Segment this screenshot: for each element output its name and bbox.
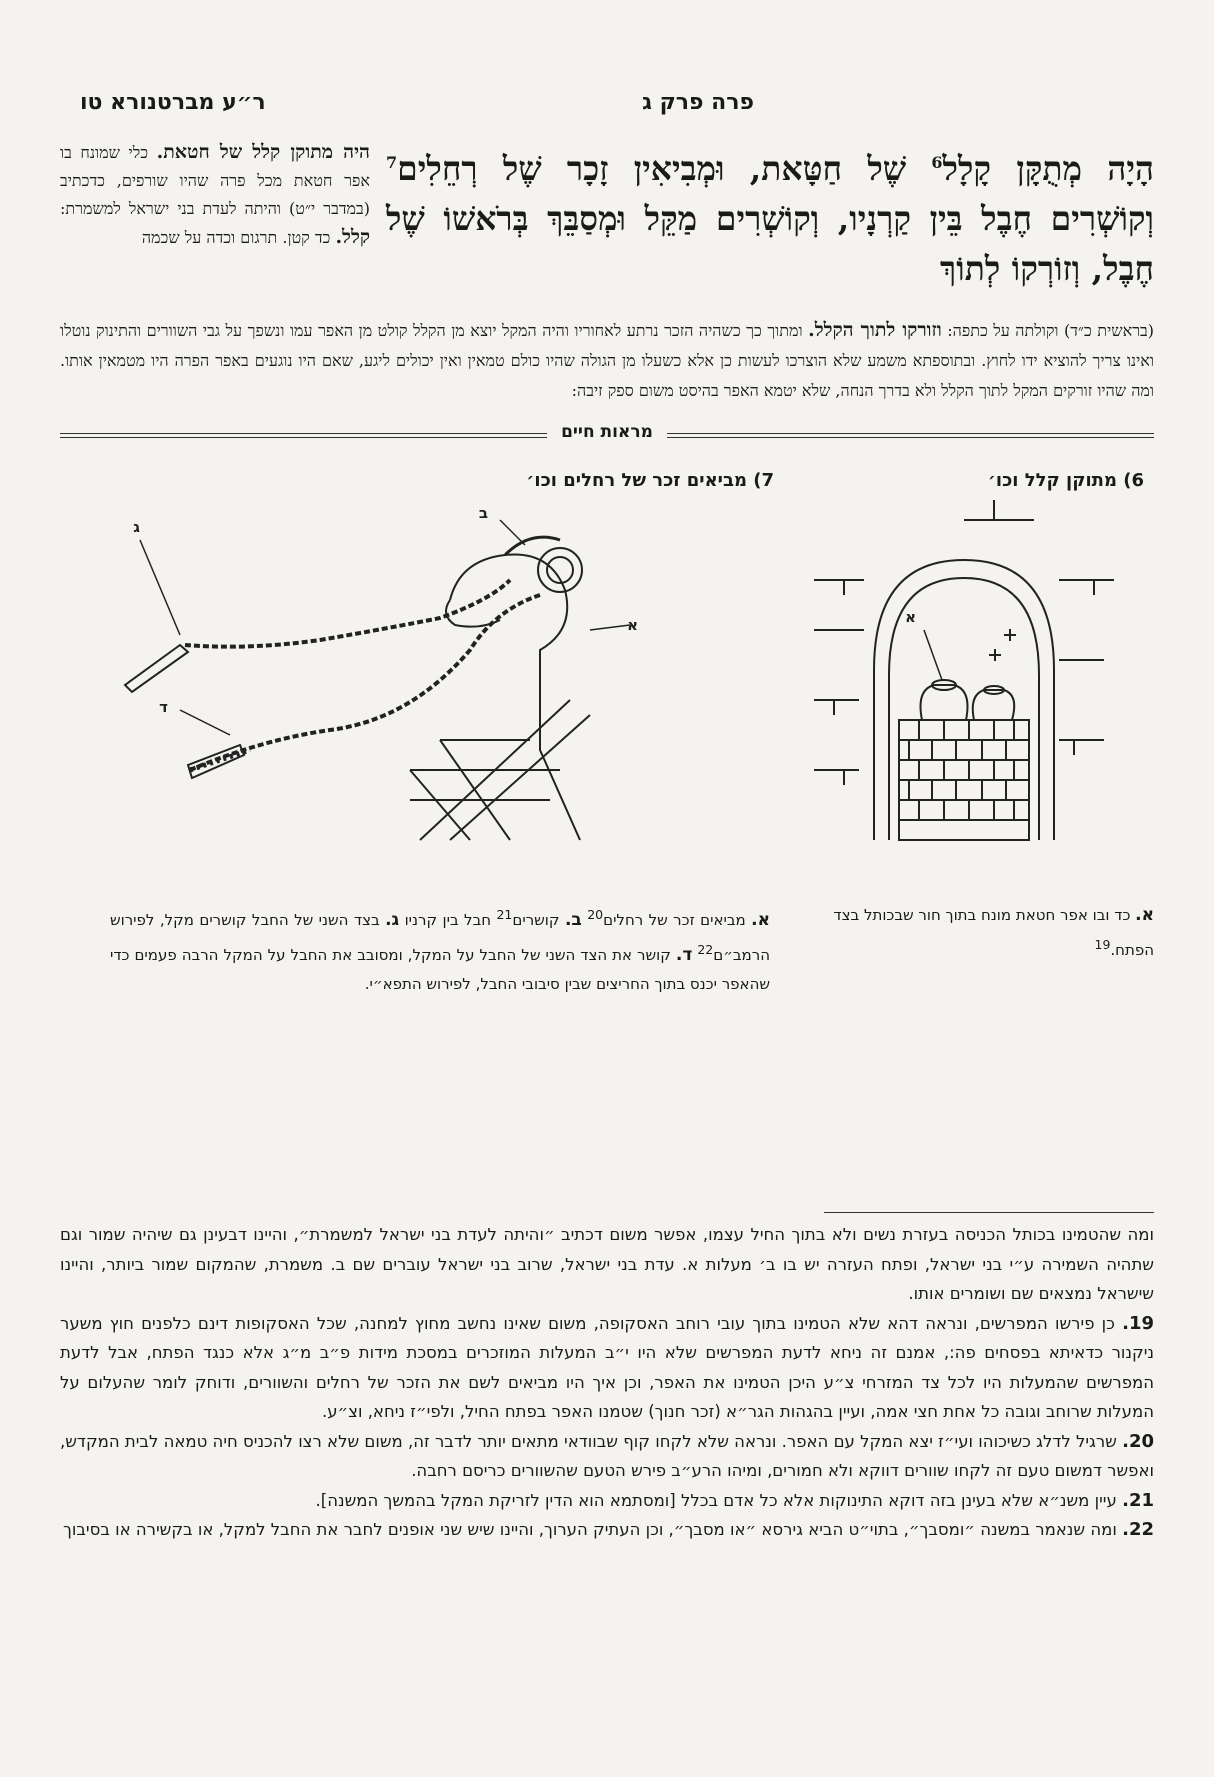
footnote-ref-6: 6 [931,153,943,172]
commentary-text: ומתוך כך כשהיה הזכר נרתע לאחוריו והיה המקל יוצא מן הקלל קולט מן האפר עמו ונשפך על גבי השוורים והתינוק נוטלו ואינו צריך להוציא ידו לחוץ. ובתוספתא משמע שלא הוצרכו לעשות כן אלא כשעלו מן הגולה שהיו כולם טמאין ואין יכולים ליגע, שאם היו נוגעים באפר הפרה היו מטמאין אותו. ומה שהיו זורקים המקל לתוך הקלל ולא בדרך הנחה, שלא יטמא האפר בהיסט משום ספק זיבה: [60,321,1154,400]
label-alef: א [905,608,916,626]
footnote-ref-20: 20 [587,907,604,922]
footnote-text: ומה שנאמר במשנה ״ומסבך״, בתוי״ט הביא גירסא ״או מסבך״, וכן העתיק הערוך, והיינו שיש שני אופנים לחבר את החבל למקל, או בקשירה או בסיבוך [63,1520,1117,1539]
dibur-hamatchil: היה מתוקן קלל של חטאת. [156,141,370,163]
footnote-number: 20. [1122,1430,1155,1452]
dibur-hamatchil: וזורקו לתוך הקלל. [808,319,942,341]
caption-text: חבל בין קרניו [404,911,492,929]
footnote-text: כן פירשו המפרשים, ונראה דהא שלא הטמינו בתוך עובי רוחב האסקופה, משום שאינו נחשב מחוץ למחנה, שכל האסקופות דינם כלפנים חוץ משער ניקנור כדאיתא בפסחים פה:, אמנם זה ניחא לדעת המפרשים שלא היו י״ב המעלות המוזכרים במסכת מידות פ״ב מ״ג אלא כנגד הפתח, אבל לדעת המפרשים שהמעלות היו לכל צד המזרחי צ״ע היכן הטמינו את האפר, וכן איך היו מביאים לשם את הזכר של רחלים והשוורים, ודוחק לומר שהעלום על המעלות שרוחב וגובה כל אחת חצי אמה, ועיין בהגהות הגר״א (זכר חנוך) שטמנו האפר בפתח החיל, ולפי״ז ניחא, וצ״ע. [60,1313,1154,1421]
running-header [60,90,1154,130]
footnote-ref-22: 22 [697,942,714,957]
caption-text: קושרים [512,911,560,929]
dibur-hamatchil: קלל. [335,226,370,248]
mishna-text [386,138,1154,294]
caption-letter: ד. [675,945,693,965]
mishna-segment: הָיָה מְתֻקָּן קָלָל [942,149,1154,188]
footnote-22 [60,1515,1154,1545]
caption-letter: א. [1135,905,1154,925]
footnote-20 [60,1427,1154,1486]
commentary-text: כד קטן. תרגום וכדה על שכמה [141,228,331,247]
commentary-text: כלי שמונח בו אפר חטאת מכל פרה שהיו שורפים, כדכתיב (במדבר י״ט) והיתה לעדת בני ישראל למשמרת: [60,143,370,218]
bartenura-full-width [60,315,1154,406]
divider-title: מראות חיים [547,422,667,442]
caption-text: בצד השני של החבל קושרים מקל, לפירוש הרמב״ם [110,911,770,964]
mishna-block [60,130,1154,315]
footnote-number: 19. [1122,1312,1154,1334]
header-chapter-title: פרה פרק ג [642,90,754,115]
section-divider [60,422,1154,450]
page [60,90,1155,1540]
caption-letter: ג. [385,910,400,930]
label-alef: א [627,616,638,634]
mishna-segment: וְקוֹשְׁרִים חֶבֶל בֵּין קַרְנָיו, וְקוֹשְׁרִים מַקֵּל וּמְסַבֵּךְ בְּרֹאשׁוֹ שֶׁל חֶבֶל, וְזוֹרְקוֹ לְתוֹךְ [386,199,1154,288]
label-dalet: ד [159,698,168,716]
illustrations-area [60,460,1154,993]
caption-letter: ב. [564,910,582,930]
footnote-ref-21: 21 [496,907,513,922]
footnotes [60,1220,1154,1545]
footnote-ref-7: 7 [386,153,398,172]
caption-letter: א. [751,910,771,930]
footnote-ref-19: 19 [1094,937,1111,952]
mishna-segment: שֶׁל חַטָּאת, וּמְבִיאִין זָכָר שֶׁל רְחֵלִים [397,149,932,188]
figure-7-ram-rope-illustration [110,500,770,850]
bartenura-side-column [60,138,370,252]
footnote-separator [824,1212,1154,1213]
caption-text: כד ובו אפר חטאת מונח בתוך חור שבכותל בצד הפתח. [833,906,1154,959]
footnote-number: 21. [1122,1489,1154,1511]
caption-text: מביאים זכר של רחלים [603,911,746,929]
footnote-19 [60,1309,1154,1427]
label-gimel: ג [133,518,140,536]
footnote-text: עיין משנ״א שלא בעינן בזה דוקא התינוקות אלא כל אדם בכלל [ומסתמא הוא הדין לזריקת המקל בהמשך המשנה]. [315,1490,1117,1510]
figure-6-caption [824,900,1154,965]
figure-7-title: 7) מביאים זכר של רחלים וכו׳ [526,470,774,491]
figure-6-jar-niche-illustration [804,500,1134,850]
caption-text: קושר את הצד השני של החבל על המקל, ומסובב את החבל על המקל הרבה פעמים כדי שהאפר יכנס בתוך החריצים שבין סיבובי החבל, לפירוש התפא״י. [110,946,770,993]
footnote-21 [60,1486,1154,1516]
footnote-text: שרגיל לדלג כשיכוהו ועי״ז יצא המקל עם האפר. ונראה שלא לקחו קוף שבוודאי מתאים יותר לדבר זה, משום שלא רצו להכניס חיה טמאה לבית המקדש, ואפשר דמשום טעם זה לקחו שוורים דווקא ולא חמורים, ומיהו הרע״ב פירש הטעם שהשוורים כריסם רחבה. [60,1431,1154,1480]
footnote-number: 22. [1122,1519,1154,1540]
header-commentary-title: ר״ע מברטנורא טו [80,90,266,115]
figure-6-title: 6) מתוקן קלל וכו׳ [987,470,1144,491]
footnote-continuation: ומה שהטמינו בכותל הכניסה בעזרת נשים ולא בתוך החיל עצמו, אפשר משום דכתיב ״והיתה לעדת בני ישראל למשמרת״, והיינו דבעינן גם שיהיה שמור וגם שתהיה השמירה ע״י בני ישראל, ופתח העזרה יש בו ב׳ מעלות א. עדת בני ישראל, שרוב בני ישראל עוברים שם ב. משמרת, שהמקום שמור ביותר, והיינו שישראל נמצאים שם ושומרים אותו. [60,1225,1154,1303]
commentary-text: (בראשית כ״ד) וקולתה על כתפה: [947,321,1155,340]
label-bet: ב [478,504,488,522]
figure-7-caption [110,900,770,999]
